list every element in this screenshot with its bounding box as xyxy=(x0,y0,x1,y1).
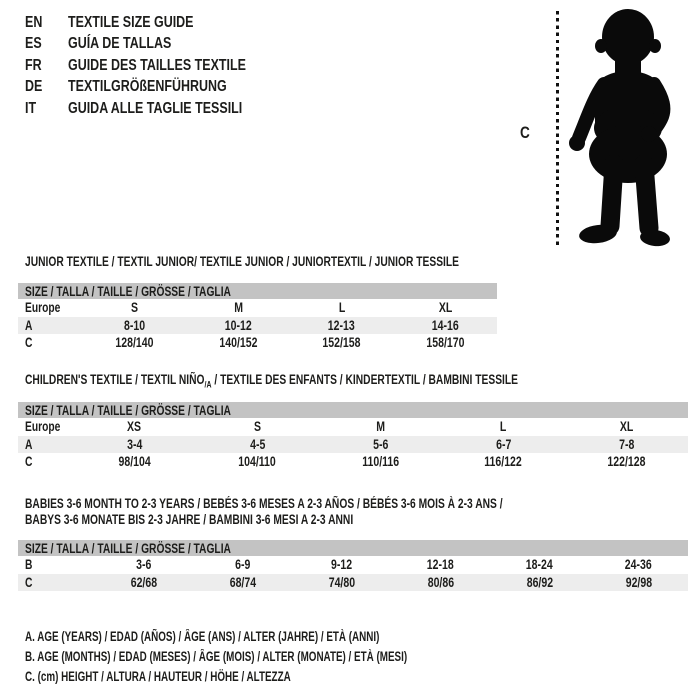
lang-label: TEXTILGRÖßENFÜHRUNG xyxy=(68,78,227,96)
row-label: A xyxy=(25,317,33,333)
lang-code: EN xyxy=(25,13,43,31)
size-value: L xyxy=(338,300,345,316)
age-value: 4-5 xyxy=(249,436,266,452)
footnote-b: B. AGE (MONTHS) / EDAD (MESES) / ÂGE (MOIS) / ALTER (MONATE) / ETÀ (MESI) xyxy=(25,648,408,664)
size-value: S xyxy=(131,300,139,316)
height-value: 122/128 xyxy=(607,454,646,470)
height-value: 92/98 xyxy=(625,574,652,590)
age-value: 8-10 xyxy=(124,317,146,333)
size-header-text: SIZE / TALLA / TAILLE / GRÖSSE / TAGLIA xyxy=(25,540,231,556)
table-title-line1: BABIES 3-6 MONTH TO 2-3 YEARS / BEBÉS 3-6 MESES A 2-3 AÑOS / BÉBÉS 3-6 MOIS À 2-3 ANS / xyxy=(25,496,503,511)
height-value: 80/86 xyxy=(427,574,454,590)
language-list xyxy=(25,12,296,120)
table-row-europe xyxy=(18,299,497,317)
size-value: XS xyxy=(127,419,142,435)
table-title-text: CHILDREN'S TEXTILE / TEXTIL NIÑO xyxy=(25,372,205,387)
height-value: 116/122 xyxy=(484,454,523,470)
size-value: XL xyxy=(438,300,452,316)
age-value: 10-12 xyxy=(224,317,252,333)
lang-row-fr xyxy=(25,55,296,77)
row-label: Europe xyxy=(25,419,61,435)
row-label: A xyxy=(25,436,33,452)
table-row-europe xyxy=(18,418,688,436)
table-row-height xyxy=(18,453,688,471)
table-title xyxy=(18,496,688,528)
toddler-silhouette-icon xyxy=(562,6,696,248)
height-value: 104/110 xyxy=(238,454,277,470)
age-value: 6-7 xyxy=(495,436,512,452)
height-measure-dashed-line xyxy=(556,11,559,245)
lang-label: GUIDA ALLE TAGLIE TESSILI xyxy=(68,99,243,117)
size-value: S xyxy=(253,419,262,435)
size-value: M xyxy=(376,419,385,435)
table-row-height xyxy=(18,334,497,352)
age-value: 12-13 xyxy=(328,317,356,333)
childrens-textile-table xyxy=(18,372,688,471)
height-value: 98/104 xyxy=(118,454,151,470)
height-value: 110/116 xyxy=(362,454,399,470)
lang-row-de xyxy=(25,77,296,99)
junior-textile-table xyxy=(18,254,497,352)
lang-row-en xyxy=(25,12,296,34)
footnote-c: C. (cm) HEIGHT / ALTURA / HAUTEUR / HÖHE / ALTEZZA xyxy=(25,668,291,684)
height-value: 74/80 xyxy=(328,574,355,590)
table-title-text: JUNIOR TEXTILE / TEXTIL JUNIOR/ TEXTILE JUNIOR / JUNIORTEXTIL / JUNIOR TESSILE xyxy=(25,254,460,269)
size-header-bar xyxy=(18,283,497,299)
height-value: 128/140 xyxy=(115,335,154,351)
size-header-bar xyxy=(18,540,688,556)
size-value: L xyxy=(500,419,507,435)
row-label: C xyxy=(25,335,33,351)
age-value: 14-16 xyxy=(431,317,459,333)
table-row-age-months xyxy=(18,556,688,574)
size-header-bar xyxy=(18,402,688,418)
height-value: 86/92 xyxy=(526,574,553,590)
age-value: 5-6 xyxy=(372,436,389,452)
age-value: 12-18 xyxy=(427,557,454,573)
row-label: C xyxy=(25,574,33,590)
size-header-text: SIZE / TALLA / TAILLE / GRÖSSE / TAGLIA xyxy=(25,402,231,418)
lang-label: GUÍA DE TALLAS xyxy=(68,35,172,53)
size-value: XL xyxy=(619,419,634,435)
height-value: 68/74 xyxy=(229,574,256,590)
row-label: Europe xyxy=(25,300,61,316)
lang-code: IT xyxy=(25,99,37,117)
age-value: 3-6 xyxy=(135,557,152,573)
height-measure-label: C xyxy=(520,123,530,142)
size-header-text: SIZE / TALLA / TAILLE / GRÖSSE / TAGLIA xyxy=(25,283,231,299)
height-value: 62/68 xyxy=(130,574,157,590)
table-title-subscript: /A xyxy=(204,379,212,390)
size-value: M xyxy=(233,300,243,316)
lang-label: GUIDE DES TAILLES TEXTILE xyxy=(68,56,246,74)
table-title-text: / TEXTILE DES ENFANTS / KINDERTEXTIL / BAMBINI TESSILE xyxy=(211,372,519,387)
lang-code: FR xyxy=(25,56,42,74)
lang-code: DE xyxy=(25,78,43,96)
table-title xyxy=(18,372,688,390)
lang-label: TEXTILE SIZE GUIDE xyxy=(68,13,194,31)
table-row-height xyxy=(18,574,688,592)
lang-row-it xyxy=(25,98,296,120)
table-title-line2: BABYS 3-6 MONATE BIS 2-3 JAHRE / BAMBINI 3-6 MESI A 2-3 ANNI xyxy=(25,512,354,527)
height-value: 158/170 xyxy=(426,335,465,351)
height-value: 140/152 xyxy=(219,335,258,351)
table-row-age xyxy=(18,436,688,454)
age-value: 6-9 xyxy=(234,557,251,573)
age-value: 7-8 xyxy=(618,436,635,452)
lang-code: ES xyxy=(25,35,42,53)
footnote-a: A. AGE (YEARS) / EDAD (AÑOS) / ÂGE (ANS) / ALTER (JAHRE) / ETÀ (ANNI) xyxy=(25,628,380,644)
babies-textile-table xyxy=(18,496,688,591)
age-value: 9-12 xyxy=(330,557,353,573)
age-value: 18-24 xyxy=(526,557,553,573)
table-title xyxy=(18,254,497,269)
height-value: 152/158 xyxy=(322,335,361,351)
footnotes xyxy=(25,626,548,686)
age-value: 3-4 xyxy=(126,436,143,452)
lang-row-es xyxy=(25,34,296,56)
row-label: B xyxy=(25,557,33,573)
age-value: 24-36 xyxy=(625,557,652,573)
table-row-age xyxy=(18,317,497,335)
row-label: C xyxy=(25,454,33,470)
